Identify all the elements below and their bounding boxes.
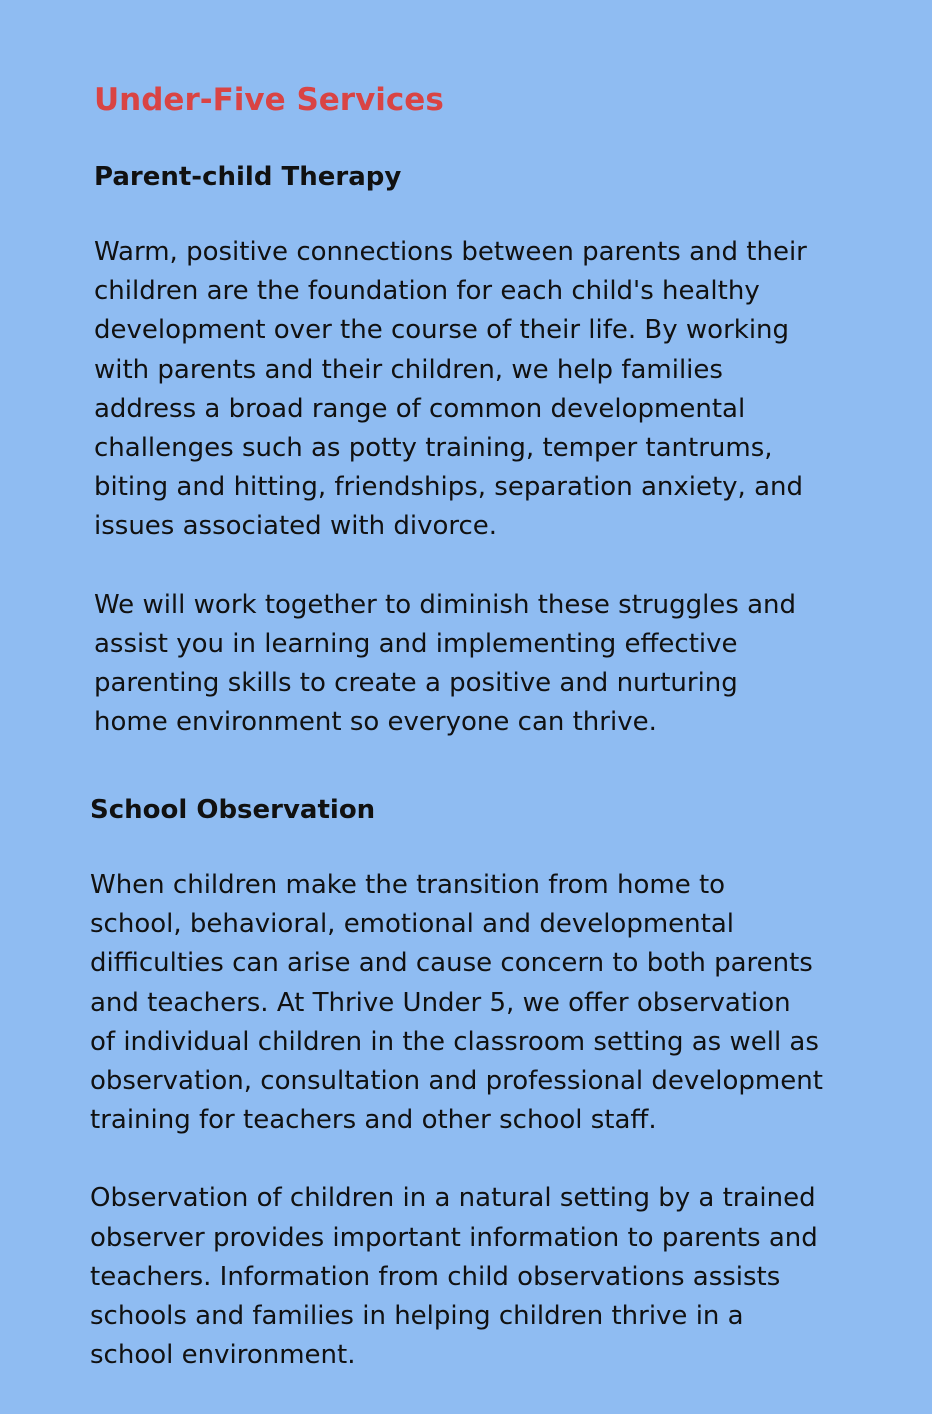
text-line: difficulties can arise and cause concern to both parents [90, 948, 813, 979]
text-line: with parents and their children, we help families [94, 354, 723, 385]
page-title: Under-Five Services [94, 82, 444, 118]
text-line: issues associated with divorce. [94, 511, 498, 542]
text-line: When children make the transition from home to [90, 870, 726, 900]
text-line: development over the course of their life. By working [94, 315, 790, 346]
text-line: and teachers. At Thrive Under 5, we offer observation [90, 987, 791, 1018]
section-parent-child-therapy [94, 155, 894, 781]
text-line: children are the foundation for each child's healthy [94, 276, 760, 307]
section-body [94, 233, 894, 742]
section-heading: School Observation [90, 795, 376, 825]
text-line: school environment. [90, 1340, 356, 1371]
paragraph [94, 233, 894, 547]
text-line: training for teachers and other school staff. [90, 1105, 657, 1136]
text-line: parenting skills to create a positive and nurturing [94, 668, 738, 699]
text-line: challenges such as potty training, temper tantrums, [94, 433, 773, 464]
text-line: home environment so everyone can thrive. [94, 707, 657, 738]
text-line: of individual children in the classroom setting as well as [90, 1026, 819, 1057]
section-body [90, 866, 890, 1375]
paragraph [90, 866, 890, 1140]
text-line: Warm, positive connections between parents and their [94, 237, 807, 267]
text-line: teachers. Information from child observations assists [90, 1261, 781, 1292]
text-line: schools and families in helping children thrive in a [90, 1301, 744, 1332]
text-line: school, behavioral, emotional and developmental [90, 909, 734, 940]
paragraph [94, 586, 894, 743]
section-school-observation [90, 788, 890, 1414]
text-line: address a broad range of common developmental [94, 393, 746, 424]
text-line: observation, consultation and professional development [90, 1066, 823, 1097]
text-line: assist you in learning and implementing effective [94, 628, 738, 659]
text-line: biting and hitting, friendships, separation anxiety, and [94, 472, 803, 503]
text-line: We will work together to diminish these struggles and [94, 589, 797, 620]
text-line: Observation of children in a natural setting by a trained [90, 1183, 816, 1214]
text-line: observer provides important information to parents and [90, 1222, 818, 1253]
paragraph [90, 1179, 890, 1375]
section-heading: Parent-child Therapy [94, 162, 402, 192]
